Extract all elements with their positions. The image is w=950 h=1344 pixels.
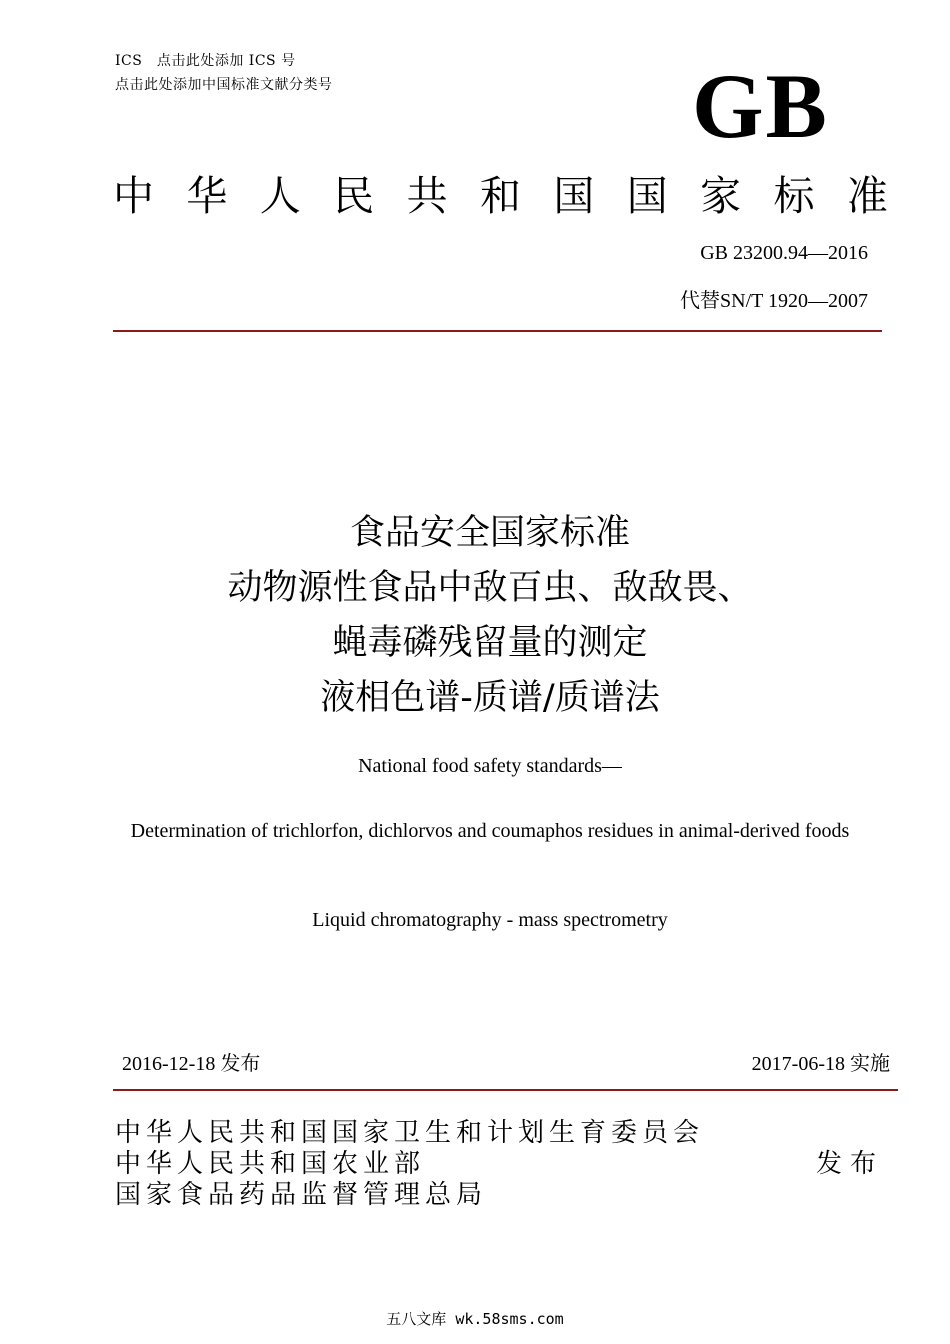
replaces-standard: 代替SN/T 1920—2007 — [680, 290, 868, 312]
ics-line: ICS 点击此处添加 ICS 号 — [115, 53, 296, 69]
bottom-divider — [113, 1089, 898, 1091]
heading-char: 华 — [186, 172, 228, 220]
heading-char: 共 — [406, 172, 448, 220]
national-standard-heading — [113, 172, 888, 220]
title-line: 食品安全国家标准 — [349, 513, 630, 553]
title-line: 蝇毒磷残留量的测定 — [332, 623, 648, 663]
heading-char: 和 — [479, 172, 521, 220]
implement-date: 2017-06-18 实施 — [751, 1053, 890, 1075]
publish-label: 发布 — [816, 1149, 885, 1179]
heading-char: 准 — [846, 172, 888, 220]
heading-char: 国 — [553, 172, 595, 220]
english-title-line-1: National food safety standards— — [358, 755, 622, 777]
standard-number: GB 23200.94—2016 — [700, 242, 868, 264]
heading-char: 中 — [113, 172, 154, 220]
footer-watermark: 五八文库 wk.58sms.com — [386, 1310, 564, 1328]
heading-char: 人 — [259, 172, 301, 220]
top-divider — [113, 330, 882, 332]
publisher: 中华人民共和国国家卫生和计划生育委员会 — [115, 1118, 705, 1148]
heading-char: 标 — [773, 172, 815, 220]
heading-char: 国 — [626, 172, 668, 220]
issue-date: 2016-12-18 发布 — [122, 1053, 261, 1075]
heading-char: 家 — [700, 172, 742, 220]
gb-logo: GB — [692, 55, 829, 157]
english-title-line-2: Determination of trichlorfon, dichlorvos and coumaphos residues in animal-derived foods — [130, 820, 850, 842]
title-line: 动物源性食品中敌百虫、敌敌畏、 — [227, 568, 753, 608]
publisher: 中华人民共和国农业部 — [115, 1149, 426, 1179]
english-title-line-3: Liquid chromatography - mass spectrometry — [312, 909, 668, 931]
publisher: 国家食品药品监督管理总局 — [115, 1180, 488, 1210]
chinese-title — [100, 506, 880, 726]
ccs-line: 点击此处添加中国标准文献分类号 — [115, 77, 333, 93]
title-line: 液相色谱-质谱/质谱法 — [320, 678, 660, 718]
heading-char: 民 — [333, 172, 375, 220]
